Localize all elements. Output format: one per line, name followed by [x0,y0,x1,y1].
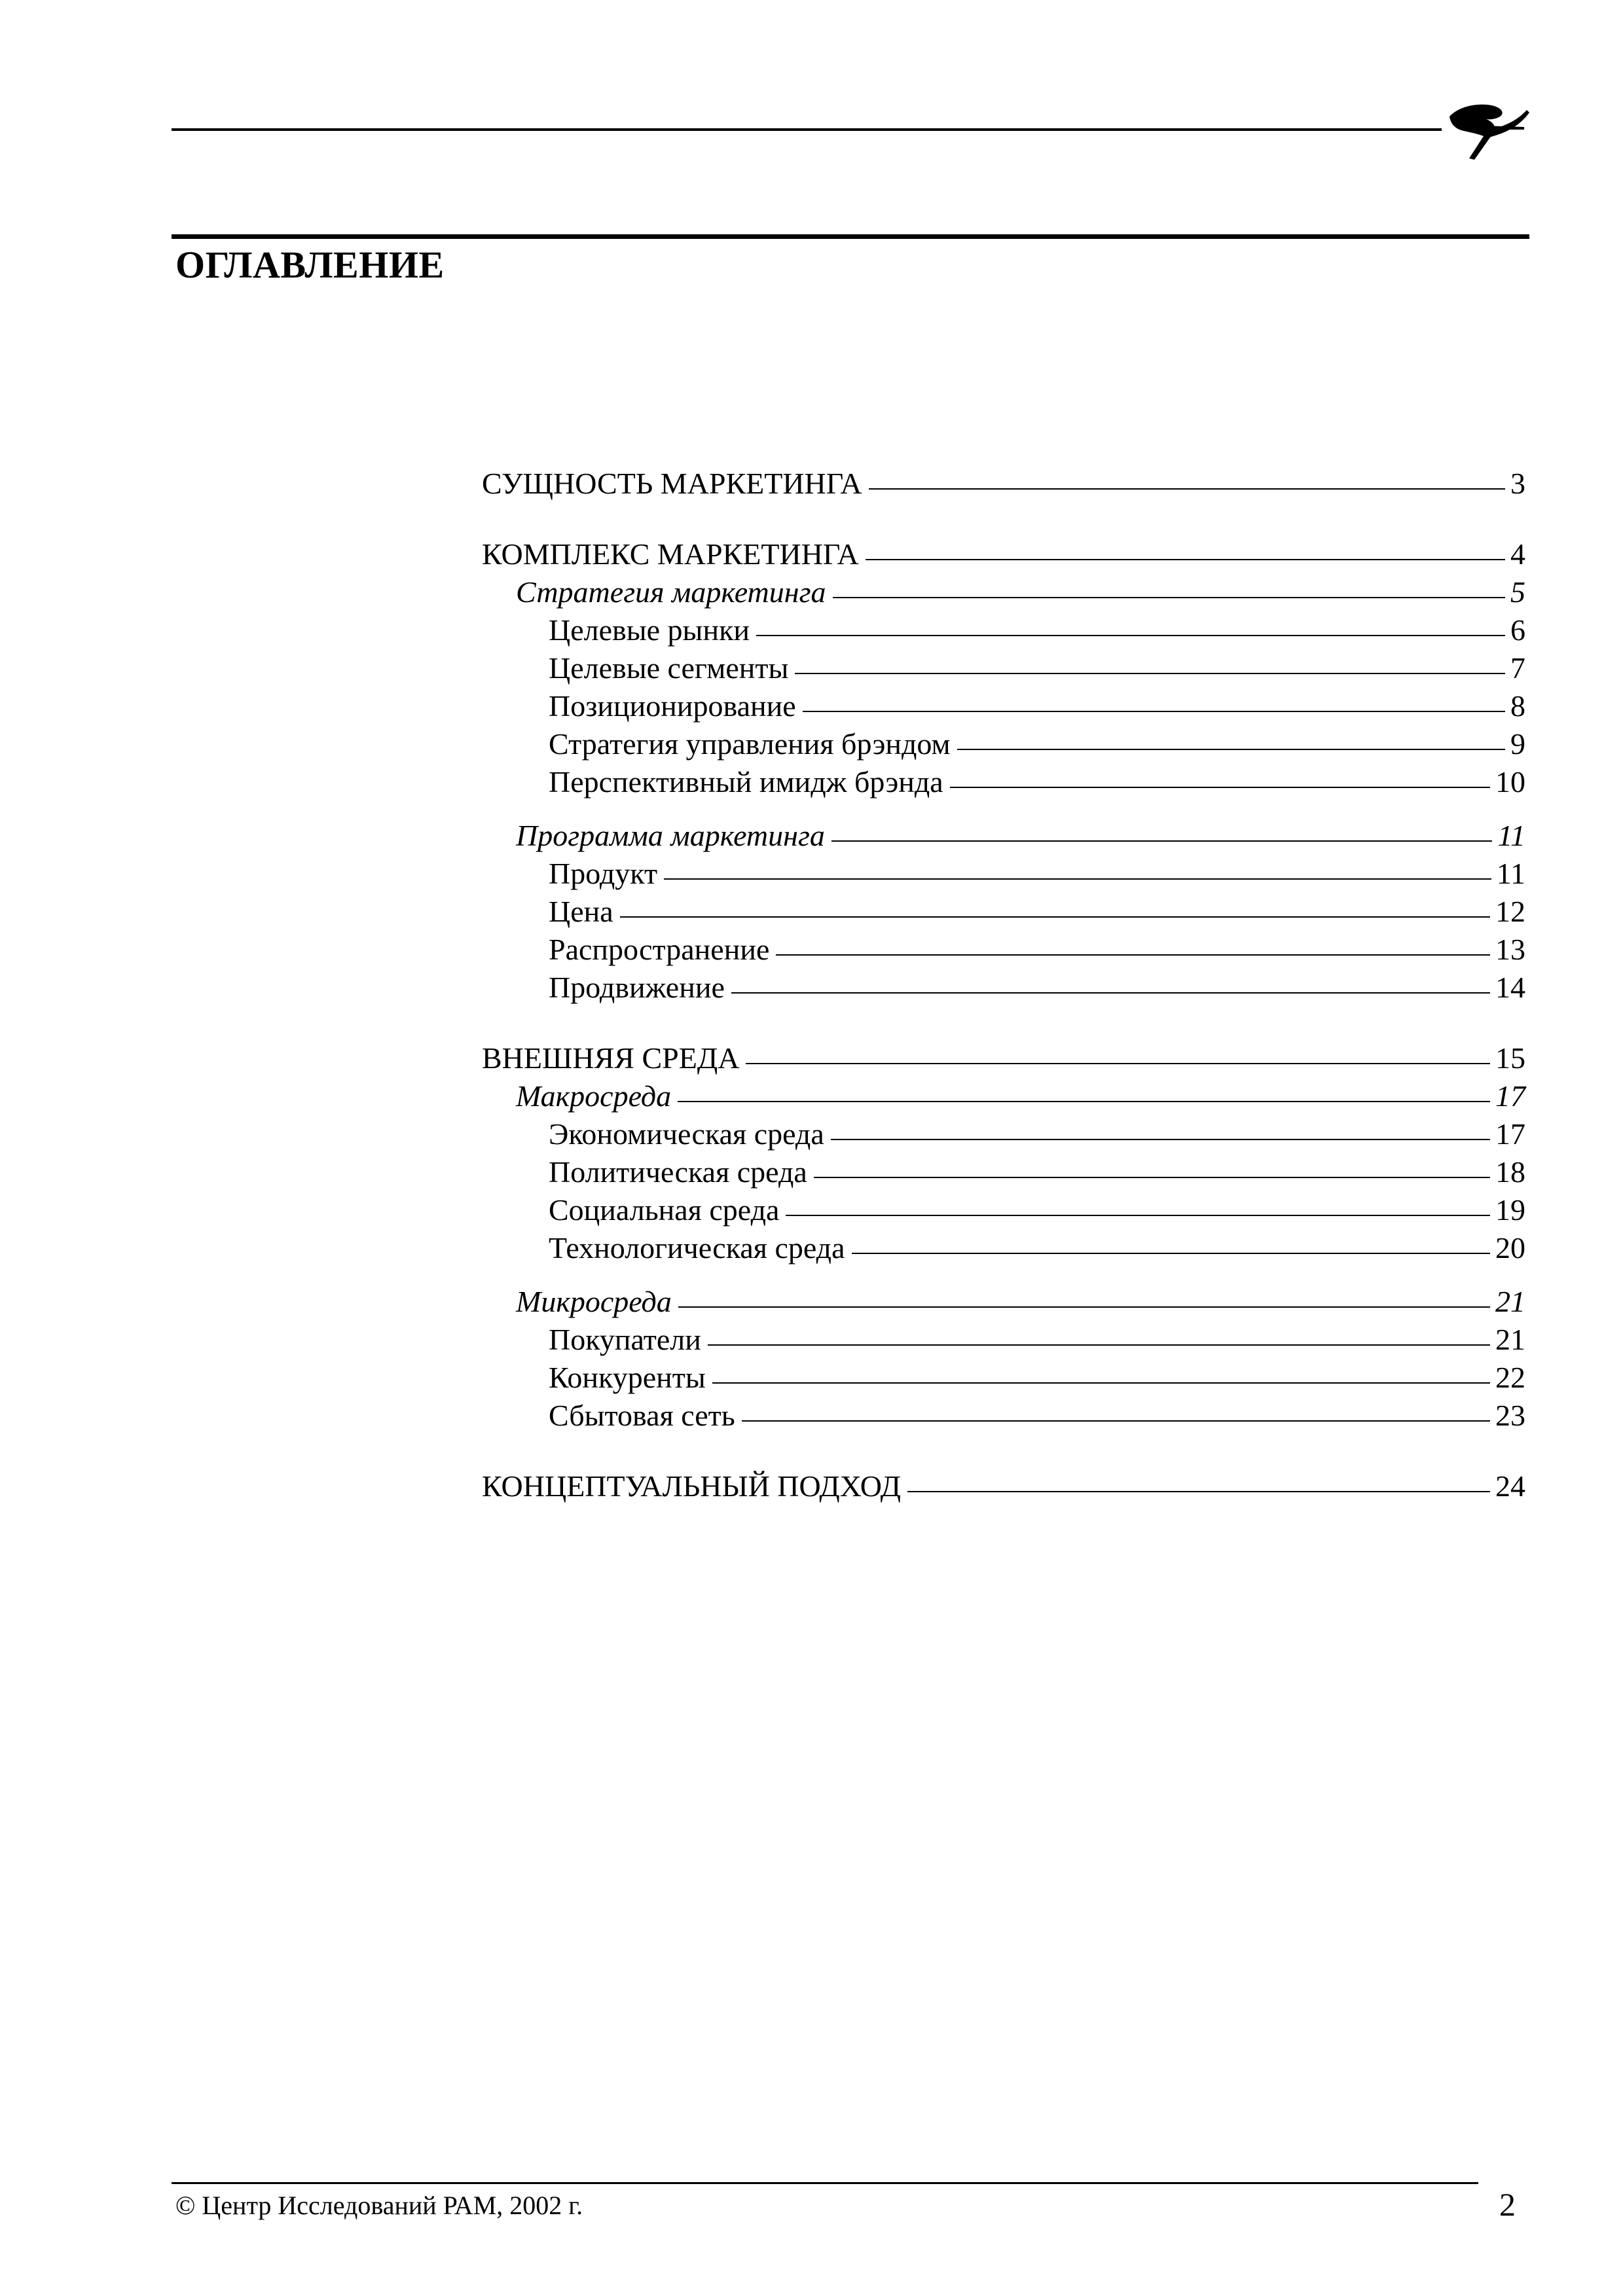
toc-entry [482,1283,1525,1321]
toc-entry-page: 21 [1495,1285,1525,1318]
toc-leader-line [776,954,1490,956]
toc-entry-title: Политическая среда [549,1155,807,1189]
toc-leader-line [678,1101,1490,1102]
toc-entry-title: Продвижение [549,971,725,1004]
toc-entry [482,763,1525,801]
toc-leader-line [678,1306,1490,1308]
toc-entry-page: 17 [1495,1079,1525,1113]
toc-entry [482,931,1525,969]
toc-leader-line [708,1344,1490,1346]
toc-entry-title: Стратегия маркетинга [516,575,826,609]
toc-entry-page: 23 [1495,1399,1525,1432]
toc-entry [482,1077,1525,1115]
toc-leader-line [620,916,1490,918]
toc-entry [482,1229,1525,1267]
toc-leader-line [831,1139,1490,1140]
toc-entry-title: Целевые рынки [549,613,750,647]
toc-entry-page: 5 [1510,575,1525,609]
toc-entry [482,465,1525,503]
toc-entry-page: 6 [1510,613,1525,647]
toc-entry-title: Микросреда [516,1285,672,1318]
publisher-logo-icon [1438,97,1529,162]
toc-entry [482,1115,1525,1153]
toc-entry-page: 18 [1495,1155,1525,1189]
toc-entry-title: Макросреда [516,1079,672,1113]
toc-entry-title: Распространение [549,933,770,966]
toc-leader-line [814,1177,1490,1178]
toc-entry-title: Позиционирование [549,689,796,723]
toc-entry-page: 22 [1495,1361,1525,1394]
toc-entry-title: Сбытовая сеть [549,1399,735,1432]
toc-entry-title: КОНЦЕПТУАЛЬНЫЙ ПОДХОД [482,1469,902,1503]
toc-entry [482,1397,1525,1435]
toc-leader-line [746,1063,1490,1064]
toc-entry [482,687,1525,725]
toc-entry [482,573,1525,611]
toc-leader-line [957,749,1505,750]
toc-leader-line [907,1491,1490,1492]
toc-leader-line [731,992,1490,994]
toc-leader-line [831,840,1493,842]
header-rule [172,128,1442,131]
toc-leader-line [833,597,1505,598]
toc-entry [482,855,1525,893]
toc-entry [482,1039,1525,1077]
toc-entry-title: Покупатели [549,1323,701,1356]
toc-leader-line [756,635,1505,636]
toc-entry-page: 11 [1497,819,1525,852]
toc-leader-line [803,711,1505,712]
toc-entry-page: 19 [1495,1193,1525,1227]
page-title: ОГЛАВЛЕНИЕ [175,243,445,286]
toc-entry-title: Технологическая среда [549,1231,845,1265]
toc-entry-title: ВНЕШНЯЯ СРЕДА [482,1041,740,1075]
toc-leader-line [712,1382,1490,1384]
toc-leader-line [795,673,1505,674]
toc-entry-title: Стратегия управления брэндом [549,727,951,761]
table-of-contents [482,465,1525,1505]
toc-entry-page: 8 [1510,689,1525,723]
toc-entry-title: Экономическая среда [549,1117,824,1151]
toc-entry-page: 3 [1510,467,1525,500]
toc-entry-page: 4 [1510,537,1525,571]
toc-entry-page: 20 [1495,1231,1525,1265]
toc-entry [482,649,1525,687]
toc-entry [482,1359,1525,1397]
toc-entry [482,1153,1525,1191]
toc-entry [482,1467,1525,1505]
toc-entry-title: СУЩНОСТЬ МАРКЕТИНГА [482,467,862,500]
toc-leader-line [950,787,1490,788]
toc-entry-page: 13 [1495,933,1525,966]
toc-entry-title: КОМПЛЕКС МАРКЕТИНГА [482,537,859,571]
footer-rule [172,2182,1478,2184]
toc-entry-page: 7 [1510,651,1525,685]
toc-entry-title: Цена [549,895,613,928]
footer-copyright: © Центр Исследований РАМ, 2002 г. [175,2191,583,2220]
toc-entry-title: Перспективный имидж брэнда [549,765,943,798]
toc-entry-title: Продукт [549,857,658,890]
toc-entry-page: 17 [1495,1117,1525,1151]
toc-entry-page: 14 [1495,971,1525,1004]
toc-entry-page: 24 [1495,1469,1525,1503]
page-number: 2 [1499,2186,1516,2223]
toc-entry [482,969,1525,1007]
toc-entry-title: Конкуренты [549,1361,706,1394]
toc-leader-line [866,559,1505,560]
toc-entry [482,535,1525,573]
toc-leader-line [664,878,1491,880]
toc-entry [482,611,1525,649]
heading-rule [172,234,1529,239]
toc-entry-title: Программа маркетинга [516,819,825,852]
toc-entry-page: 9 [1510,727,1525,761]
toc-leader-line [852,1253,1491,1254]
toc-entry-page: 12 [1495,895,1525,928]
toc-entry [482,725,1525,763]
toc-leader-line [786,1215,1490,1216]
toc-leader-line [742,1420,1490,1422]
toc-leader-line [869,488,1505,490]
toc-entry-title: Социальная среда [549,1193,780,1227]
toc-entry-title: Целевые сегменты [549,651,789,685]
toc-entry [482,893,1525,931]
toc-entry [482,1191,1525,1229]
toc-entry-page: 21 [1495,1323,1525,1356]
toc-entry-page: 11 [1496,857,1525,890]
toc-entry-page: 10 [1495,765,1525,798]
toc-entry [482,1321,1525,1359]
toc-entry-page: 15 [1495,1041,1525,1075]
toc-entry [482,817,1525,855]
